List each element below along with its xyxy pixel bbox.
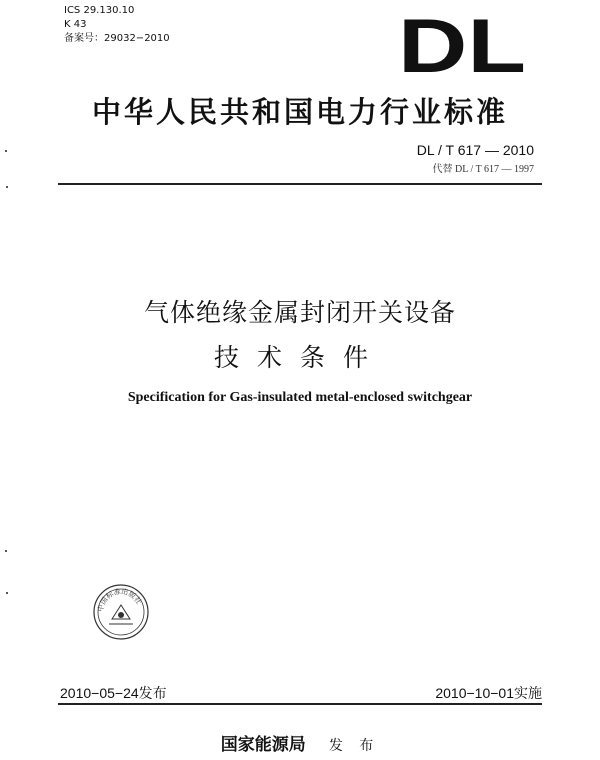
standard-number: DL / T 617 — 2010 <box>416 142 534 158</box>
classification-block <box>64 4 170 46</box>
dl-logo <box>398 12 528 76</box>
top-divider <box>58 183 542 185</box>
publish-date: 2010−05−24发布 <box>60 685 167 701</box>
scan-speck <box>6 186 8 188</box>
bottom-divider <box>58 703 542 705</box>
standard-category-title: 中华人民共和国电力行业标准 <box>91 95 508 129</box>
scan-speck <box>5 550 7 552</box>
document-title-en: Specification for Gas-insulated metal-enclosed switchgear <box>127 390 473 405</box>
publisher-seal <box>92 583 150 641</box>
scan-speck <box>5 150 7 152</box>
issuer-name: 国家能源局 <box>220 735 306 755</box>
ccs-code: K 43 <box>64 19 87 30</box>
document-subtitle-cn: 技术条件 <box>213 343 386 372</box>
scan-speck <box>6 592 8 594</box>
implement-date: 2010−10−01实施 <box>435 685 542 701</box>
dl-logo-text: DL <box>398 12 526 76</box>
document-title-cn: 气体绝缘金属封闭开关设备 <box>143 298 456 327</box>
issuer-action: 发 布 <box>328 738 380 754</box>
replaces-standard: 代替 DL / T 617 — 1997 <box>432 164 534 175</box>
issuer-line <box>0 730 600 755</box>
ics-code: ICS 29.130.10 <box>64 5 135 16</box>
svg-text:中国标准出版社 <box>96 587 144 613</box>
filing-number: 备案号：29032−2010 <box>64 33 170 44</box>
seal-text: 中国标准出版社 <box>96 587 143 613</box>
